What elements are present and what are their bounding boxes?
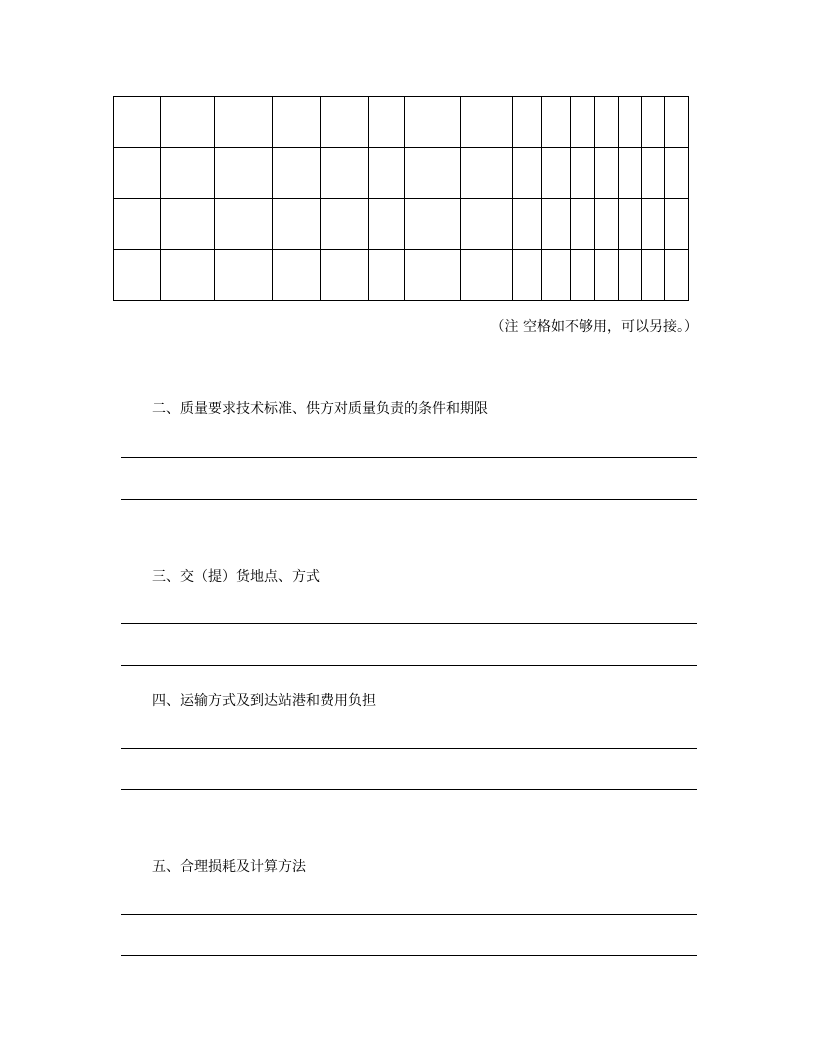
table-cell <box>665 97 689 148</box>
fill-line <box>121 457 697 458</box>
table-cell <box>405 199 461 250</box>
table-cell <box>642 250 665 301</box>
table-cell <box>642 97 665 148</box>
fill-line <box>121 665 697 666</box>
table-row <box>114 148 689 199</box>
table-cell <box>513 250 542 301</box>
table-cell <box>161 199 215 250</box>
fill-line <box>121 789 697 790</box>
table-note: （注 空格如不够用，可以另接。） <box>490 319 698 335</box>
table-cell <box>114 250 161 301</box>
fill-line <box>121 623 697 624</box>
table-cell <box>595 199 619 250</box>
table-cell <box>273 97 321 148</box>
fill-line <box>121 914 697 915</box>
table-cell <box>665 250 689 301</box>
table-cell <box>513 199 542 250</box>
table-cell <box>273 148 321 199</box>
table-cell <box>161 97 215 148</box>
table-cell <box>595 250 619 301</box>
table-cell <box>215 97 273 148</box>
table-cell <box>571 97 595 148</box>
table-cell <box>114 148 161 199</box>
table-cell <box>215 199 273 250</box>
table-cell <box>369 97 405 148</box>
table-row <box>114 250 689 301</box>
table-cell <box>405 97 461 148</box>
table-cell <box>571 199 595 250</box>
table-cell <box>619 148 642 199</box>
table-cell <box>542 97 571 148</box>
table-cell <box>665 148 689 199</box>
table-cell <box>215 250 273 301</box>
section-heading-quality: 二、质量要求技术标准、供方对质量负责的条件和期限 <box>152 401 488 417</box>
table-cell <box>369 199 405 250</box>
table-cell <box>215 148 273 199</box>
table-cell <box>321 250 369 301</box>
section-heading-transport: 四、运输方式及到达站港和费用负担 <box>152 693 376 709</box>
table-cell <box>273 199 321 250</box>
table-cell <box>642 148 665 199</box>
blank-item-table <box>113 96 689 301</box>
table-cell <box>369 148 405 199</box>
table-cell <box>571 148 595 199</box>
table-cell <box>321 148 369 199</box>
table-cell <box>321 199 369 250</box>
table-cell <box>642 199 665 250</box>
table-cell <box>619 250 642 301</box>
fill-line <box>121 499 697 500</box>
table-cell <box>619 199 642 250</box>
table-cell <box>369 250 405 301</box>
table-cell <box>114 199 161 250</box>
table-cell <box>461 250 513 301</box>
table-cell <box>114 97 161 148</box>
table-cell <box>665 199 689 250</box>
table-cell <box>405 250 461 301</box>
table-cell <box>461 148 513 199</box>
fill-line <box>121 748 697 749</box>
table-cell <box>542 199 571 250</box>
table-cell <box>273 250 321 301</box>
table-cell <box>161 250 215 301</box>
table-cell <box>619 97 642 148</box>
table-cell <box>321 97 369 148</box>
table-cell <box>513 97 542 148</box>
table-cell <box>595 148 619 199</box>
table-row <box>114 199 689 250</box>
table-cell <box>461 97 513 148</box>
table-cell <box>461 199 513 250</box>
table-cell <box>542 250 571 301</box>
table-cell <box>595 97 619 148</box>
table-cell <box>405 148 461 199</box>
table-row <box>114 97 689 148</box>
section-heading-delivery: 三、交（提）货地点、方式 <box>152 569 320 585</box>
table-cell <box>161 148 215 199</box>
section-heading-loss: 五、合理损耗及计算方法 <box>152 859 306 875</box>
table-cell <box>571 250 595 301</box>
fill-line <box>121 955 697 956</box>
table-cell <box>513 148 542 199</box>
table-cell <box>542 148 571 199</box>
